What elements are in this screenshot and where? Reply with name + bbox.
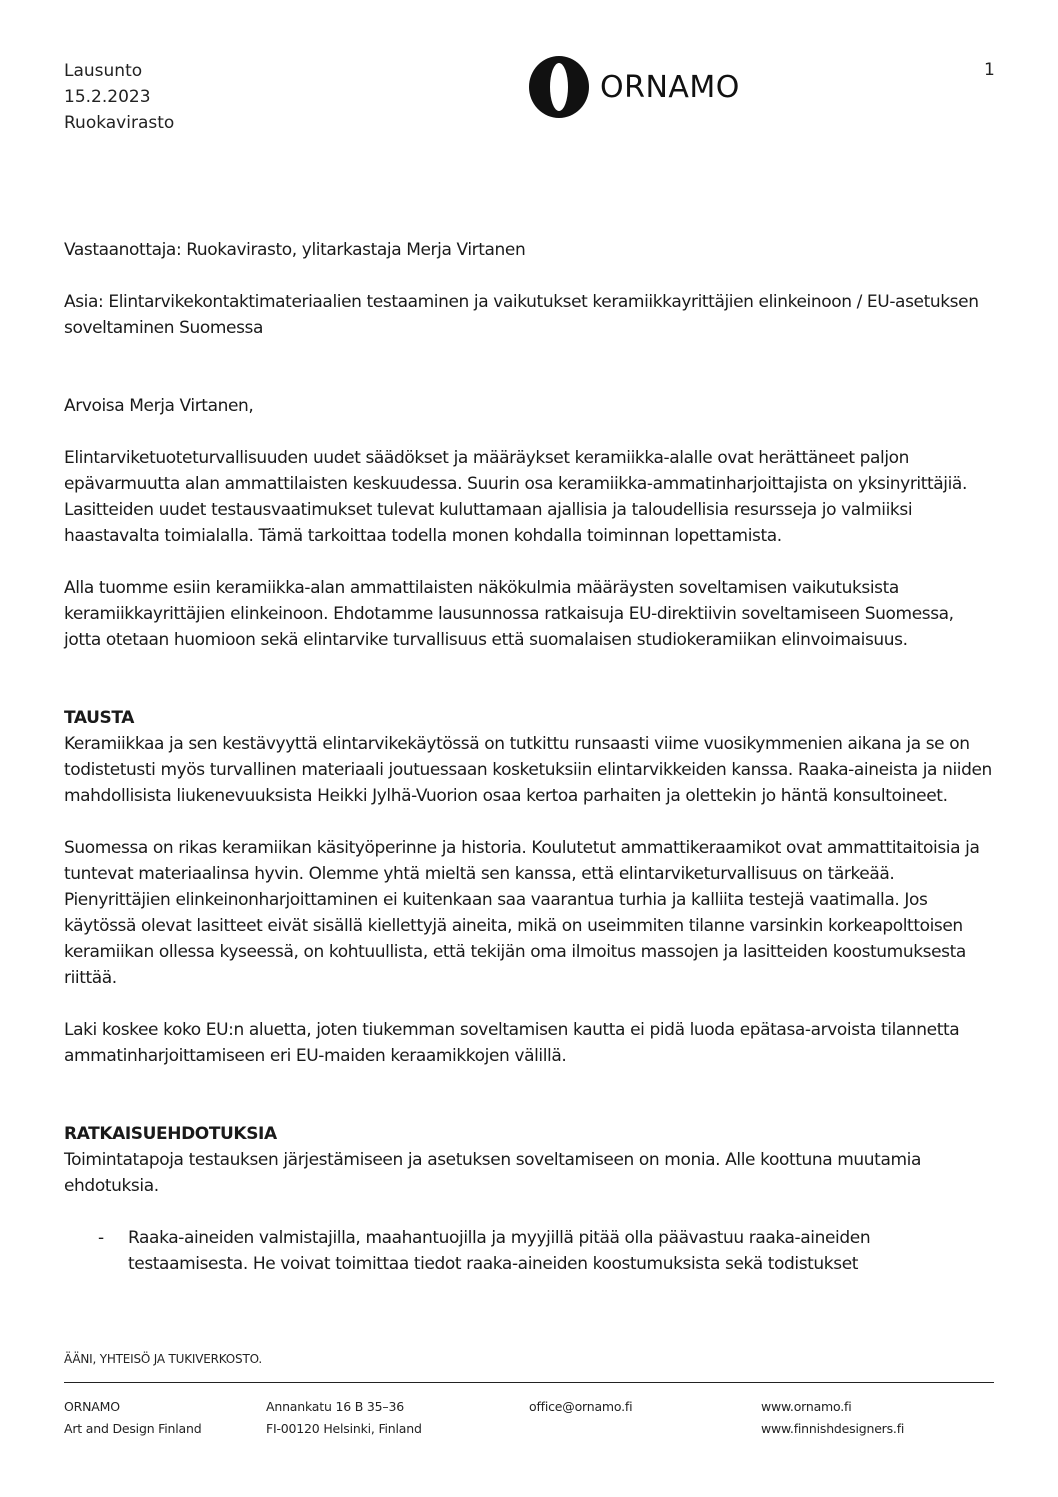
tausta-paragraph: Suomessa on rikas keramiikan käsityöperinne ja historia. Koulutetut ammattikeraamikot ovat ammattitaitoisia ja tuntevat materiaalinsa hyvin. Olemme yhtä mieltä sen kanssa, että elintarviketurvallisuus on tärkeää. Pienyrittäjien elinkeinonharjoittaminen ei kuitenkaan saa vaarantua turhia ja kalliita testejä vaatimalla. Jos käytössä olevat lasitteet eivät sisällä kiellettyjä aineita, mikä on useimmiten tilanne varsinkin korkeapolttoisen keramiikan ollessa kyseessä, on kohtuullista, että tekijän oma ilmoitus massojen ja lasitteiden koostumuksesta riittää. [64, 838, 980, 988]
list-item [64, 1225, 994, 1277]
document-date: 15.2.2023 [64, 87, 151, 107]
letter-body [64, 237, 994, 1277]
footer-org-name: ORNAMO [64, 1399, 120, 1414]
footer-address [266, 1396, 422, 1440]
tausta-paragraph: Keramiikkaa ja sen kestävyyttä elintarvikekäytössä on tutkittu runsaasti viime vuosikymmenien aikana ja se on todistetusti myös turvallinen materiaali joutuessaan kosketuksiin elintarvikkeiden kanssa. Raaka-aineista ja niiden mahdollisista liukenevuuksista Heikki Jylhä-Vuorion osaa kertoa parhaiten ja olettekin jo häntä konsultoineet. [64, 734, 992, 806]
footer-contact [529, 1396, 632, 1418]
ornamo-logo-icon [528, 55, 590, 119]
document-organization: Ruokavirasto [64, 113, 175, 133]
footer-websites [761, 1396, 904, 1440]
footer-website-link[interactable]: www.ornamo.fi [761, 1399, 852, 1414]
footer-address-line: Annankatu 16 B 35–36 [266, 1399, 404, 1414]
recipient-line: Vastaanottaja: Ruokavirasto, ylitarkastaja Merja Virtanen [64, 240, 526, 260]
page-number: 1 [984, 60, 995, 80]
footer-tagline: ÄÄNI, YHTEISÖ JA TUKIVERKOSTO. [64, 1352, 262, 1366]
section-heading-tausta: TAUSTA [64, 708, 134, 728]
footer-divider [64, 1382, 994, 1383]
ornamo-logo [528, 55, 740, 119]
footer-address-line: FI-00120 Helsinki, Finland [266, 1421, 422, 1436]
footer-organization [64, 1396, 201, 1440]
dash-marker: - [98, 1228, 104, 1248]
logo-wordmark: ORNAMO [600, 69, 740, 105]
ratkaisu-intro: Toimintatapoja testauksen järjestämiseen ja asetuksen soveltamiseen on monia. Alle koottuna muutamia ehdotuksia. [64, 1150, 921, 1196]
list-item-text: Raaka-aineiden valmistajilla, maahantuojilla ja myyjillä pitää olla päävastuu raaka-aineiden testaamisesta. He voivat toimittaa tiedot raaka-aineiden koostumuksista sekä todistukset [128, 1228, 871, 1274]
tausta-paragraph: Laki koskee koko EU:n aluetta, joten tiukemman soveltamisen kautta ei pidä luoda epätasa-arvoista tilannetta ammatinharjoittamiseen eri EU-maiden keraamikkojen välillä. [64, 1020, 960, 1066]
document-type: Lausunto [64, 61, 143, 81]
document-meta [64, 58, 174, 136]
salutation: Arvoisa Merja Virtanen, [64, 396, 254, 416]
footer-email-link[interactable]: office@ornamo.fi [529, 1399, 633, 1414]
intro-paragraph: Alla tuomme esiin keramiikka-alan ammattilaisten näkökulmia määräysten soveltamisen vaikutuksista keramiikkayrittäjien elinkeinoon. Ehdotamme lausunnossa ratkaisuja EU-direktiivin soveltamiseen Suomessa, jotta otetaan huomioon sekä elintarvike turvallisuus että suomalaisen studiokeramiikan elinvoimaisuus. [64, 578, 954, 650]
section-heading-ratkaisuehdotuksia: RATKAISUEHDOTUKSIA [64, 1124, 277, 1144]
intro-paragraph: Elintarviketuoteturvallisuuden uudet säädökset ja määräykset keramiikka-alalle ovat herättäneet paljon epävarmuutta alan ammattilaisten keskuudessa. Suurin osa keramiikka-ammatinharjoittajista on yksinyrittäjiä. Lasitteiden uudet testausvaatimukset tulevat kuluttamaan ajallisia ja taloudellisia resursseja jo valmiiksi haastavalta toimialalla. Tämä tarkoittaa todella monen kohdalla toiminnan lopettamista. [64, 448, 967, 546]
footer-org-subtitle: Art and Design Finland [64, 1421, 202, 1436]
footer-website-link[interactable]: www.finnishdesigners.fi [761, 1421, 905, 1436]
subject-line: Asia: Elintarvikekontaktimateriaalien testaaminen ja vaikutukset keramiikkayrittäjien elinkeinoon / EU-asetuksen soveltaminen Suomessa [64, 292, 979, 338]
proposal-list [64, 1225, 994, 1277]
